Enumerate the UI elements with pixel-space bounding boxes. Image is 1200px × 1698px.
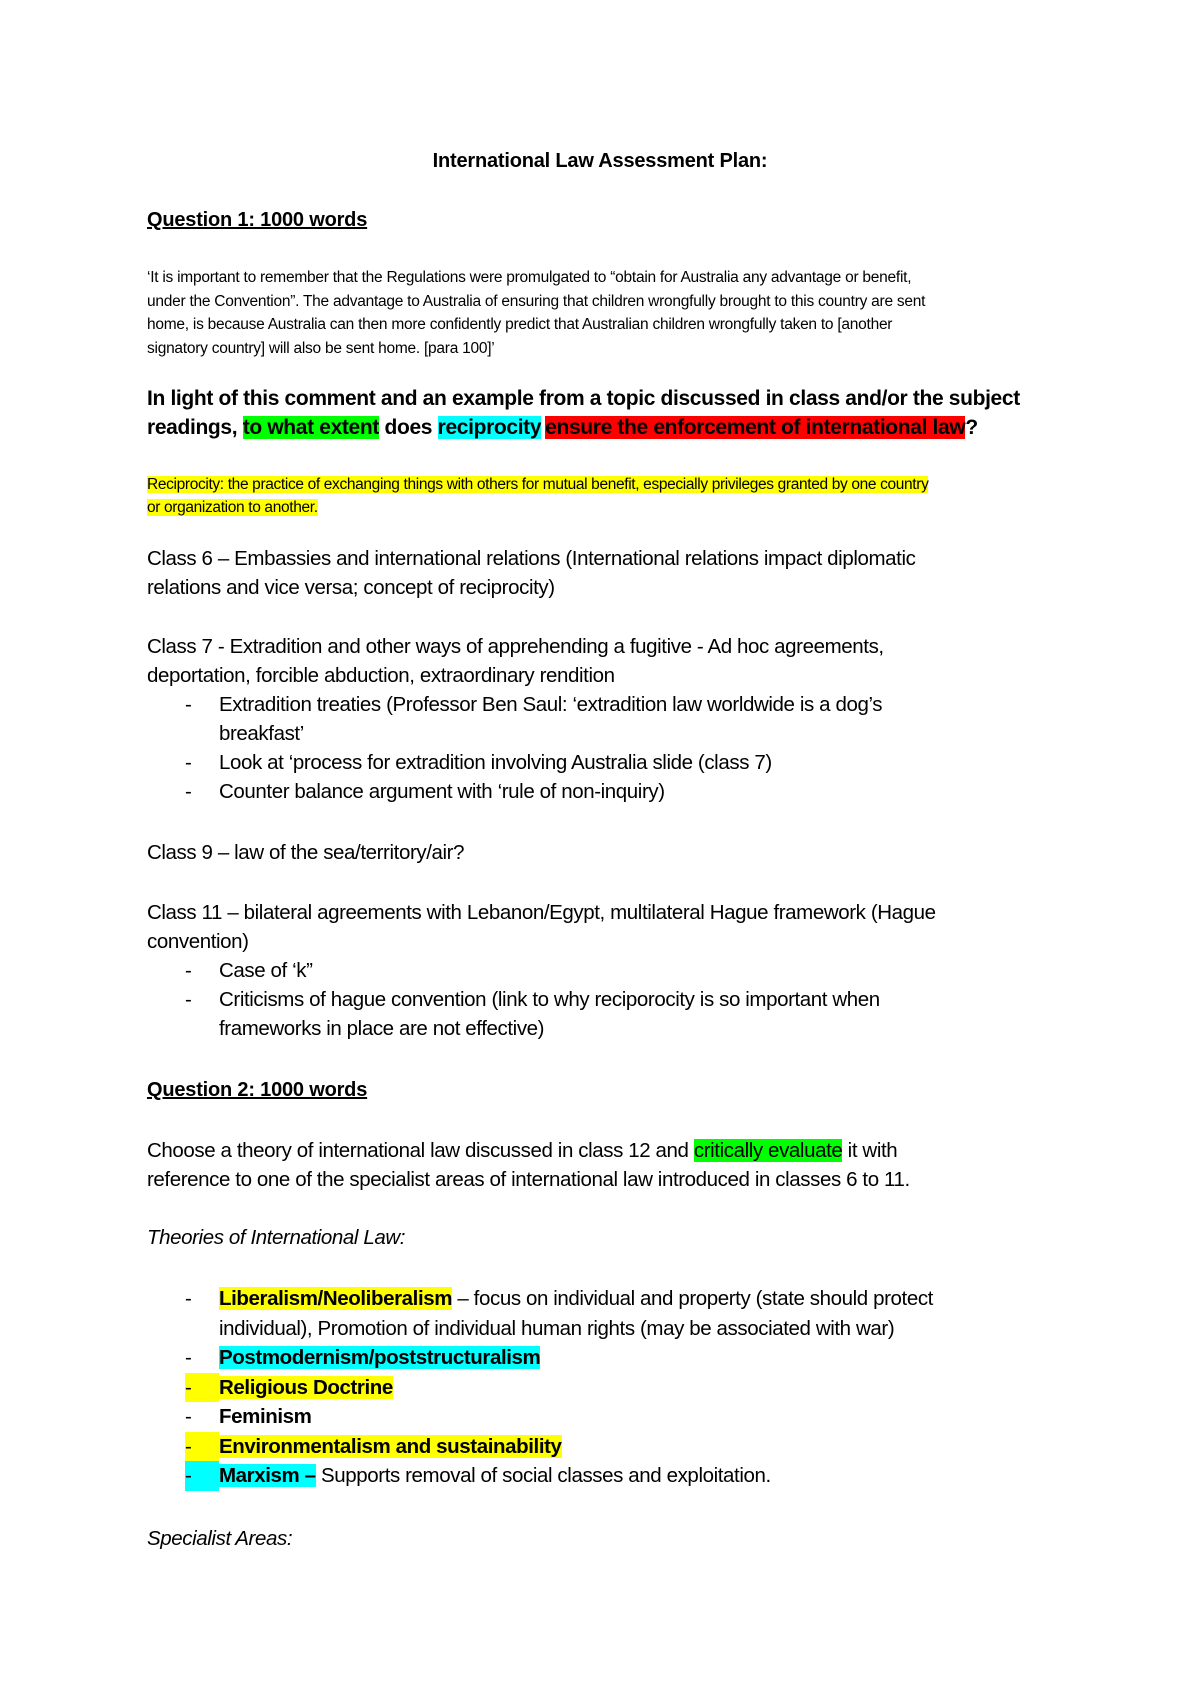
theory-item bbox=[147, 1402, 1067, 1432]
theory-item bbox=[147, 1461, 1067, 1491]
list-dash: - bbox=[185, 780, 192, 803]
list-dash: - bbox=[185, 1287, 192, 1310]
highlight-critically-evaluate: critically evaluate bbox=[693, 1139, 843, 1162]
prompt-line bbox=[147, 1136, 1067, 1165]
theories-heading: Theories of International Law: bbox=[147, 1226, 406, 1249]
list-item-text: Case of ‘k” bbox=[219, 959, 313, 982]
theory-name: Marxism – bbox=[219, 1464, 316, 1487]
theory-name: Feminism bbox=[219, 1405, 312, 1428]
theory-name: Religious Doctrine bbox=[219, 1375, 393, 1399]
class-9-note: Class 9 – law of the sea/territory/air? bbox=[147, 841, 465, 864]
list-item-text: Counter balance argument with ‘rule of non-inquiry) bbox=[219, 780, 665, 803]
note-line: convention) bbox=[147, 930, 249, 953]
prompt-line: reference to one of the specialist areas of international law introduced in classes 6 to 11. bbox=[147, 1168, 910, 1191]
note-line: Class 11 – bilateral agreements with Lebanon/Egypt, multilateral Hague framework (Hague bbox=[147, 901, 936, 924]
prompt-line: In light of this comment and an example from a topic discussed in class and/or the subject bbox=[147, 387, 1020, 410]
question-1-quote bbox=[147, 266, 1062, 360]
question-2-heading: Question 2: 1000 words bbox=[147, 1079, 368, 1101]
class-7-note bbox=[147, 632, 1067, 806]
note-line: deportation, forcible abduction, extraordinary rendition bbox=[147, 664, 615, 687]
list-dash: - bbox=[185, 1461, 219, 1491]
list-item bbox=[147, 777, 1067, 806]
highlight-enforcement: ensure the enforcement of international law bbox=[545, 416, 966, 439]
quote-line: home, is because Australia can then more confidently predict that Australian children wrongfully taken to [another bbox=[147, 316, 893, 333]
prompt-line bbox=[147, 413, 1067, 442]
reciprocity-definition bbox=[147, 473, 1067, 519]
theory-detail: Supports removal of social classes and exploitation. bbox=[315, 1464, 771, 1487]
question-1-heading: Question 1: 1000 words bbox=[147, 209, 368, 231]
list-dash: - bbox=[185, 693, 192, 716]
theory-item bbox=[147, 1284, 1067, 1343]
question-1-prompt bbox=[147, 384, 1067, 442]
theory-name: Postmodernism/poststructuralism bbox=[219, 1346, 541, 1369]
list-item-text: breakfast’ bbox=[219, 722, 304, 745]
theory-name: Liberalism/Neoliberalism bbox=[219, 1287, 453, 1310]
note-line: Class 7 - Extradition and other ways of apprehending a fugitive - Ad hoc agreements, bbox=[147, 635, 884, 658]
list-item bbox=[147, 985, 1067, 1043]
list-dash: - bbox=[185, 751, 192, 774]
prompt-text: does bbox=[384, 416, 433, 439]
list-dash: - bbox=[185, 1432, 219, 1462]
note-line: relations and vice versa; concept of reciprocity) bbox=[147, 576, 555, 599]
specialist-areas-heading: Specialist Areas: bbox=[147, 1527, 293, 1550]
list-item bbox=[147, 956, 1067, 985]
quote-line: ‘It is important to remember that the Regulations were promulgated to “obtain for Australia any advantage or benefit, bbox=[147, 269, 912, 286]
class-6-note bbox=[147, 544, 1067, 602]
theory-item bbox=[147, 1343, 1067, 1373]
question-2-prompt bbox=[147, 1136, 1067, 1194]
definition-line: or organization to another. bbox=[147, 499, 318, 516]
prompt-text: readings, bbox=[147, 416, 238, 439]
prompt-text: ? bbox=[965, 416, 978, 439]
class-11-note bbox=[147, 898, 1067, 1043]
definition-line: Reciprocity: the practice of exchanging things with others for mutual benefit, especially privileges granted by one country bbox=[147, 476, 929, 493]
document-title: International Law Assessment Plan: bbox=[432, 150, 768, 172]
quote-line: under the Convention”. The advantage to Australia of ensuring that children wrongfully brought to this country are sent bbox=[147, 292, 926, 310]
theory-detail: – focus on individual and property (state should protect bbox=[452, 1287, 933, 1310]
highlight-reciprocity: reciprocity bbox=[437, 416, 542, 439]
theory-name: Environmentalism and sustainability bbox=[219, 1434, 562, 1458]
list-dash: - bbox=[185, 1373, 219, 1403]
list-item bbox=[147, 748, 1067, 777]
prompt-text: it with bbox=[847, 1139, 898, 1162]
list-dash: - bbox=[185, 959, 192, 982]
theory-item bbox=[147, 1432, 1067, 1462]
highlight-extent: to what extent bbox=[242, 416, 379, 439]
theories-list bbox=[147, 1284, 1067, 1491]
list-item-text: Look at ‘process for extradition involving Australia slide (class 7) bbox=[219, 751, 772, 774]
list-item-text: frameworks in place are not effective) bbox=[219, 1017, 545, 1040]
list-item-text: Extradition treaties (Professor Ben Saul: ‘extradition law worldwide is a dog’s bbox=[219, 693, 883, 716]
list-dash: - bbox=[185, 1405, 192, 1428]
prompt-text: Choose a theory of international law discussed in class 12 and bbox=[147, 1139, 689, 1162]
list-item-text: Criticisms of hague convention (link to why reciporocity is so important when bbox=[219, 988, 880, 1011]
list-dash: - bbox=[185, 1346, 192, 1369]
quote-line: signatory country] will also be sent home. [para 100]’ bbox=[147, 339, 495, 357]
theory-item bbox=[147, 1373, 1067, 1403]
theory-detail: individual), Promotion of individual human rights (may be associated with war) bbox=[219, 1316, 895, 1340]
list-dash: - bbox=[185, 988, 192, 1011]
list-item bbox=[147, 690, 1067, 748]
note-line: Class 6 – Embassies and international relations (International relations impact diplomatic bbox=[147, 547, 916, 570]
